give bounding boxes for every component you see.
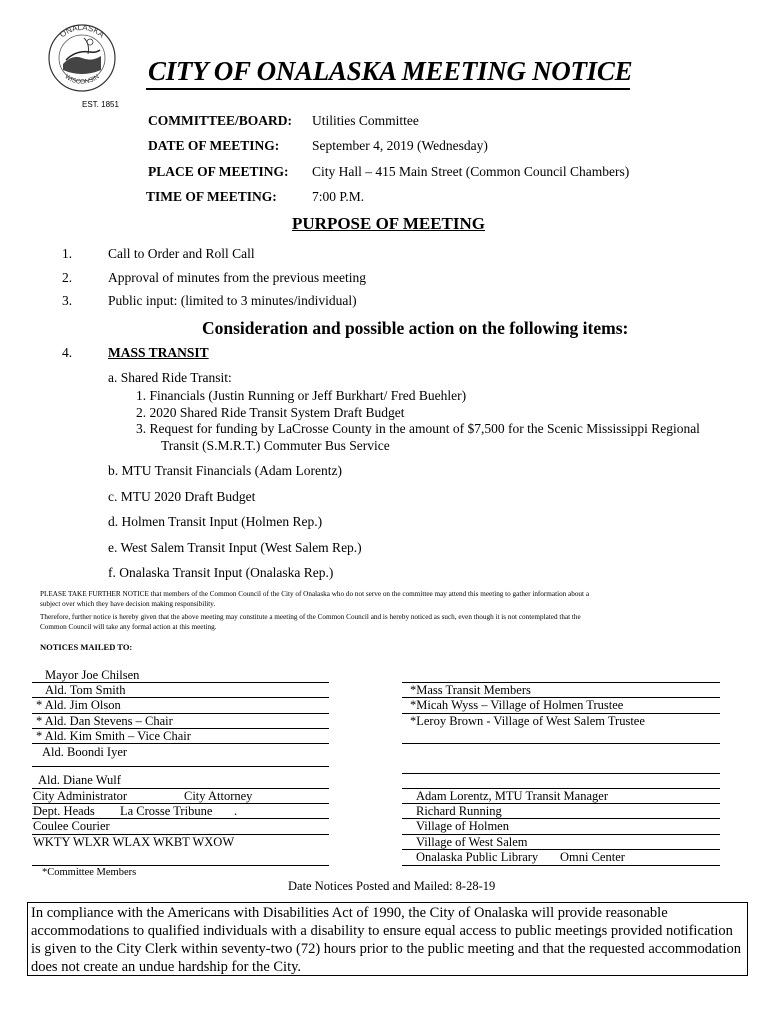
date-value: September 4, 2019 (Wednesday) (312, 138, 488, 153)
recipient-village-west-salem: Village of West Salem (416, 835, 528, 849)
seal-text-bottom: WISCONSIN (63, 73, 101, 86)
recipient-alderman-chair: * Ald. Dan Stevens – Chair (36, 714, 173, 728)
subitem-a: a. Shared Ride Transit: (108, 370, 232, 385)
svg-text:WISCONSIN (63, 73, 100, 86)
subitem-e: e. West Salem Transit Input (West Salem Rep.) (108, 540, 362, 555)
recipient-west-salem-trustee: *Leroy Brown - Village of West Salem Trustee (410, 714, 645, 728)
recipient-stations: WKTY WLXR WLAX WKBT WXOW (33, 835, 235, 849)
recipient-mass-transit-members: *Mass Transit Members (410, 683, 531, 697)
recipient-alderman: * Ald. Jim Olson (36, 698, 121, 712)
date-label: DATE OF MEETING: (148, 138, 280, 153)
seal-text-top: ONALASKA (58, 22, 106, 40)
divider (32, 743, 329, 744)
recipient-alderman: Ald. Boondi Iyer (42, 745, 128, 759)
recipient-mtu-manager: Adam Lorentz, MTU Transit Manager (416, 789, 608, 803)
divider (402, 773, 720, 774)
recipient-mayor: Mayor Joe Chilsen (45, 668, 140, 682)
recipient-coulee-courier: Coulee Courier (33, 819, 110, 833)
subitem-f: f. Onalaska Transit Input (Onalaska Rep.) (108, 565, 334, 580)
recipient-alderman-vice-chair: * Ald. Kim Smith – Vice Chair (36, 729, 191, 743)
further-notice-line-4: Common Council will take any formal action at this meeting. (40, 623, 217, 631)
subitem-a3: 3. Request for funding by LaCrosse County in the amount of $7,500 for the Scenic Mississippi Regional (136, 421, 700, 436)
consideration-heading: Consideration and possible action on the following items: (202, 318, 629, 338)
subitem-a3-continued: Transit (S.M.R.T.) Commuter Bus Service (161, 438, 390, 453)
recipient-holmen-trustee: *Micah Wyss – Village of Holmen Trustee (410, 698, 624, 712)
divider (32, 766, 329, 767)
city-seal-logo (46, 20, 118, 102)
established-year: EST. 1851 (82, 100, 119, 109)
agenda-item-text: Approval of minutes from the previous meeting (108, 270, 366, 285)
recipient-la-crosse-tribune: La Crosse Tribune (120, 804, 213, 818)
subitem-d: d. Holmen Transit Input (Holmen Rep.) (108, 514, 323, 529)
date-notices-posted: Date Notices Posted and Mailed: 8-28-19 (288, 879, 496, 893)
divider (402, 865, 720, 866)
agenda-item-number: 3. (62, 293, 73, 308)
subitem-b: b. MTU Transit Financials (Adam Lorentz) (108, 463, 342, 478)
recipient-omni-center: Omni Center (560, 850, 625, 864)
time-label: TIME OF MEETING: (146, 189, 277, 204)
recipient-village-holmen: Village of Holmen (416, 819, 509, 833)
subitem-a2: 2. 2020 Shared Ride Transit System Draft Budget (136, 405, 405, 420)
further-notice-line-2: subject over which they have decision making responsibility. (40, 600, 216, 608)
agenda-item-number: 4. (62, 345, 73, 360)
notices-mailed-heading: NOTICES MAILED TO: (40, 642, 133, 652)
recipient-city-attorney: City Attorney (184, 789, 253, 803)
recipient-city-administrator: City Administrator (33, 789, 128, 803)
divider (32, 865, 329, 866)
committee-members-note: *Committee Members (42, 867, 137, 878)
recipient-separator: . (234, 804, 238, 818)
divider (402, 743, 720, 744)
recipient-richard-running: Richard Running (416, 804, 502, 818)
recipient-public-library: Onalaska Public Library (416, 850, 539, 864)
committee-value: Utilities Committee (312, 113, 419, 128)
agenda-item-text: Public input: (limited to 3 minutes/individual) (108, 293, 357, 308)
subitem-a1: 1. Financials (Justin Running or Jeff Burkhart/ Fred Buehler) (136, 388, 467, 403)
subitem-c: c. MTU 2020 Draft Budget (108, 489, 256, 504)
title-underline (146, 88, 630, 90)
agenda-item-number: 2. (62, 270, 73, 285)
ada-compliance-notice: In compliance with the Americans with Disabilities Act of 1990, the City of Onalaska will provide reasonable accommodations to qualified individuals with a disability to ensure equal access to public meetings provided notification is given to the City Clerk within seventy-two (72) hours prior to the public meeting and that the requested accommodation does not create an undue hardship for the City. (27, 902, 748, 976)
purpose-heading: PURPOSE OF MEETING (292, 214, 485, 233)
further-notice-line-1: PLEASE TAKE FURTHER NOTICE that members of the Common Council of the City of Onalaska who do not serve on the committee may attend this meeting to gather information about a (40, 590, 590, 598)
mass-transit-title: MASS TRANSIT (108, 345, 209, 360)
time-value: 7:00 P.M. (312, 189, 365, 204)
place-value: City Hall – 415 Main Street (Common Council Chambers) (312, 164, 630, 179)
agenda-item-number: 1. (62, 246, 73, 261)
agenda-item-text: Call to Order and Roll Call (108, 246, 255, 261)
place-label: PLACE OF MEETING: (148, 164, 289, 179)
page-title: CITY OF ONALASKA MEETING NOTICE (148, 56, 633, 86)
further-notice-line-3: Therefore, further notice is hereby given that the above meeting may constitute a meeting of the Common Council and is hereby noticed as such, even though it is not contemplated that the (40, 613, 581, 621)
committee-label: COMMITTEE/BOARD: (148, 113, 293, 128)
recipient-alderman: Ald. Tom Smith (45, 683, 126, 697)
recipient-alderman: Ald. Diane Wulf (38, 773, 121, 787)
recipient-dept-heads: Dept. Heads (33, 804, 95, 818)
